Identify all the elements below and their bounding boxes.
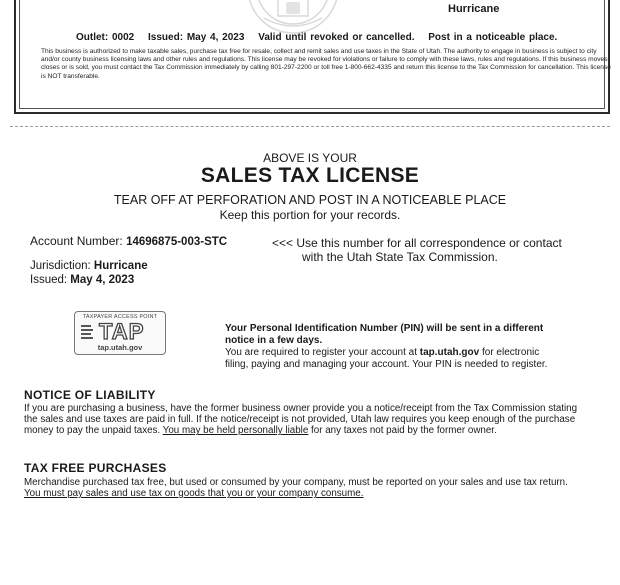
jurisdiction-value: Hurricane bbox=[93, 260, 148, 272]
license-post: Post in a noticeable place. bbox=[428, 32, 558, 43]
pin-notice-bold: Your Personal Identification Number (PIN) will be sent in a different notice in a few days. bbox=[225, 323, 544, 346]
liability-body: If you are purchasing a business, have the former business owner provide you a notice/receipt from the Tax Commission stating the sales and use taxes are paid in full. If the notice/receipt is not provided, Utah law requires you keep enough of the purchase money to pay the unpaid taxes. You may be held personally liable for any taxes not paid by the former owner. bbox=[24, 403, 578, 437]
liability-heading: NOTICE OF LIABILITY bbox=[24, 388, 156, 402]
account-number-label: Account Number: bbox=[30, 234, 123, 248]
tap-logo bbox=[74, 311, 166, 355]
tax-free-body: Merchandise purchased tax free, but used or consumed by your company, must be reported on your sales and use tax return. You must pay sales and use tax on goods that you or your company consume. bbox=[24, 477, 568, 500]
pin-notice bbox=[225, 323, 565, 371]
jurisdiction-label: Jurisdiction: bbox=[30, 260, 91, 272]
tax-free-underlined: You must pay sales and use tax on goods that you or your company consume. bbox=[24, 488, 364, 500]
license-valid: Valid until revoked or cancelled. bbox=[258, 32, 415, 43]
account-number-row bbox=[30, 234, 227, 248]
city-label bbox=[434, 0, 521, 1]
tear-off-instruction: TEAR OFF AT PERFORATION AND POST IN A NOTICEABLE PLACE bbox=[113, 193, 507, 207]
tap-logo-top-text: TAXPAYER ACCESS POINT bbox=[82, 314, 158, 320]
liability-underlined: You may be held personally liable bbox=[162, 425, 309, 437]
perforation-line bbox=[10, 126, 610, 127]
keep-instruction: Keep this portion for your records. bbox=[219, 208, 401, 222]
page-title: SALES TAX LICENSE bbox=[200, 164, 420, 187]
pin-register-text: You are required to register your account at tap.utah.gov for electronic filing, paying and managing your account. Your PIN is needed to register. bbox=[225, 347, 548, 370]
account-number-value: 14696875-003-STC bbox=[126, 236, 228, 248]
jurisdiction-row bbox=[30, 260, 148, 272]
issued-value: May 4, 2023 bbox=[70, 274, 135, 286]
tap-link[interactable]: tap.utah.gov bbox=[419, 347, 480, 358]
tap-logo-bars-icon bbox=[81, 324, 95, 340]
account-note-line2: with the Utah State Tax Commission. bbox=[302, 250, 498, 264]
outlet-number: Outlet: 0002 bbox=[76, 32, 135, 43]
above-label: ABOVE IS YOUR bbox=[263, 151, 357, 165]
city-name: Hurricane bbox=[448, 3, 500, 15]
tap-logo-word: TAP bbox=[99, 319, 145, 344]
state-seal-watermark bbox=[234, 0, 352, 34]
tax-free-heading: TAX FREE PURCHASES bbox=[24, 461, 167, 475]
issued-row bbox=[30, 274, 134, 286]
license-outlet-row bbox=[76, 32, 567, 43]
issued-label: Issued: bbox=[30, 274, 68, 286]
account-note-line1: <<< Use this number for all correspondence or contact bbox=[272, 236, 562, 250]
license-card bbox=[14, 0, 610, 114]
license-issued: Issued: May 4, 2023 bbox=[148, 32, 245, 43]
account-note bbox=[272, 236, 592, 264]
license-fine-print: This business is authorized to make taxable sales, purchase tax free for resale, collect and remit sales and use taxes in the State of Utah. The authority to engage in business is subject to city and/or county business licensing laws and other rules and regulations. This license may be revoked for violations or failure to comply with these laws, rules and regulations. If this business moves, closes or is sold, you must contact the Tax Commission immediately by calling 801-297-2200 or toll free 1-800-662-4335 and return this license to the Tax Commission for cancellation. This license is NOT transferable. bbox=[41, 48, 611, 80]
tap-logo-url: tap.utah.gov bbox=[97, 343, 143, 352]
